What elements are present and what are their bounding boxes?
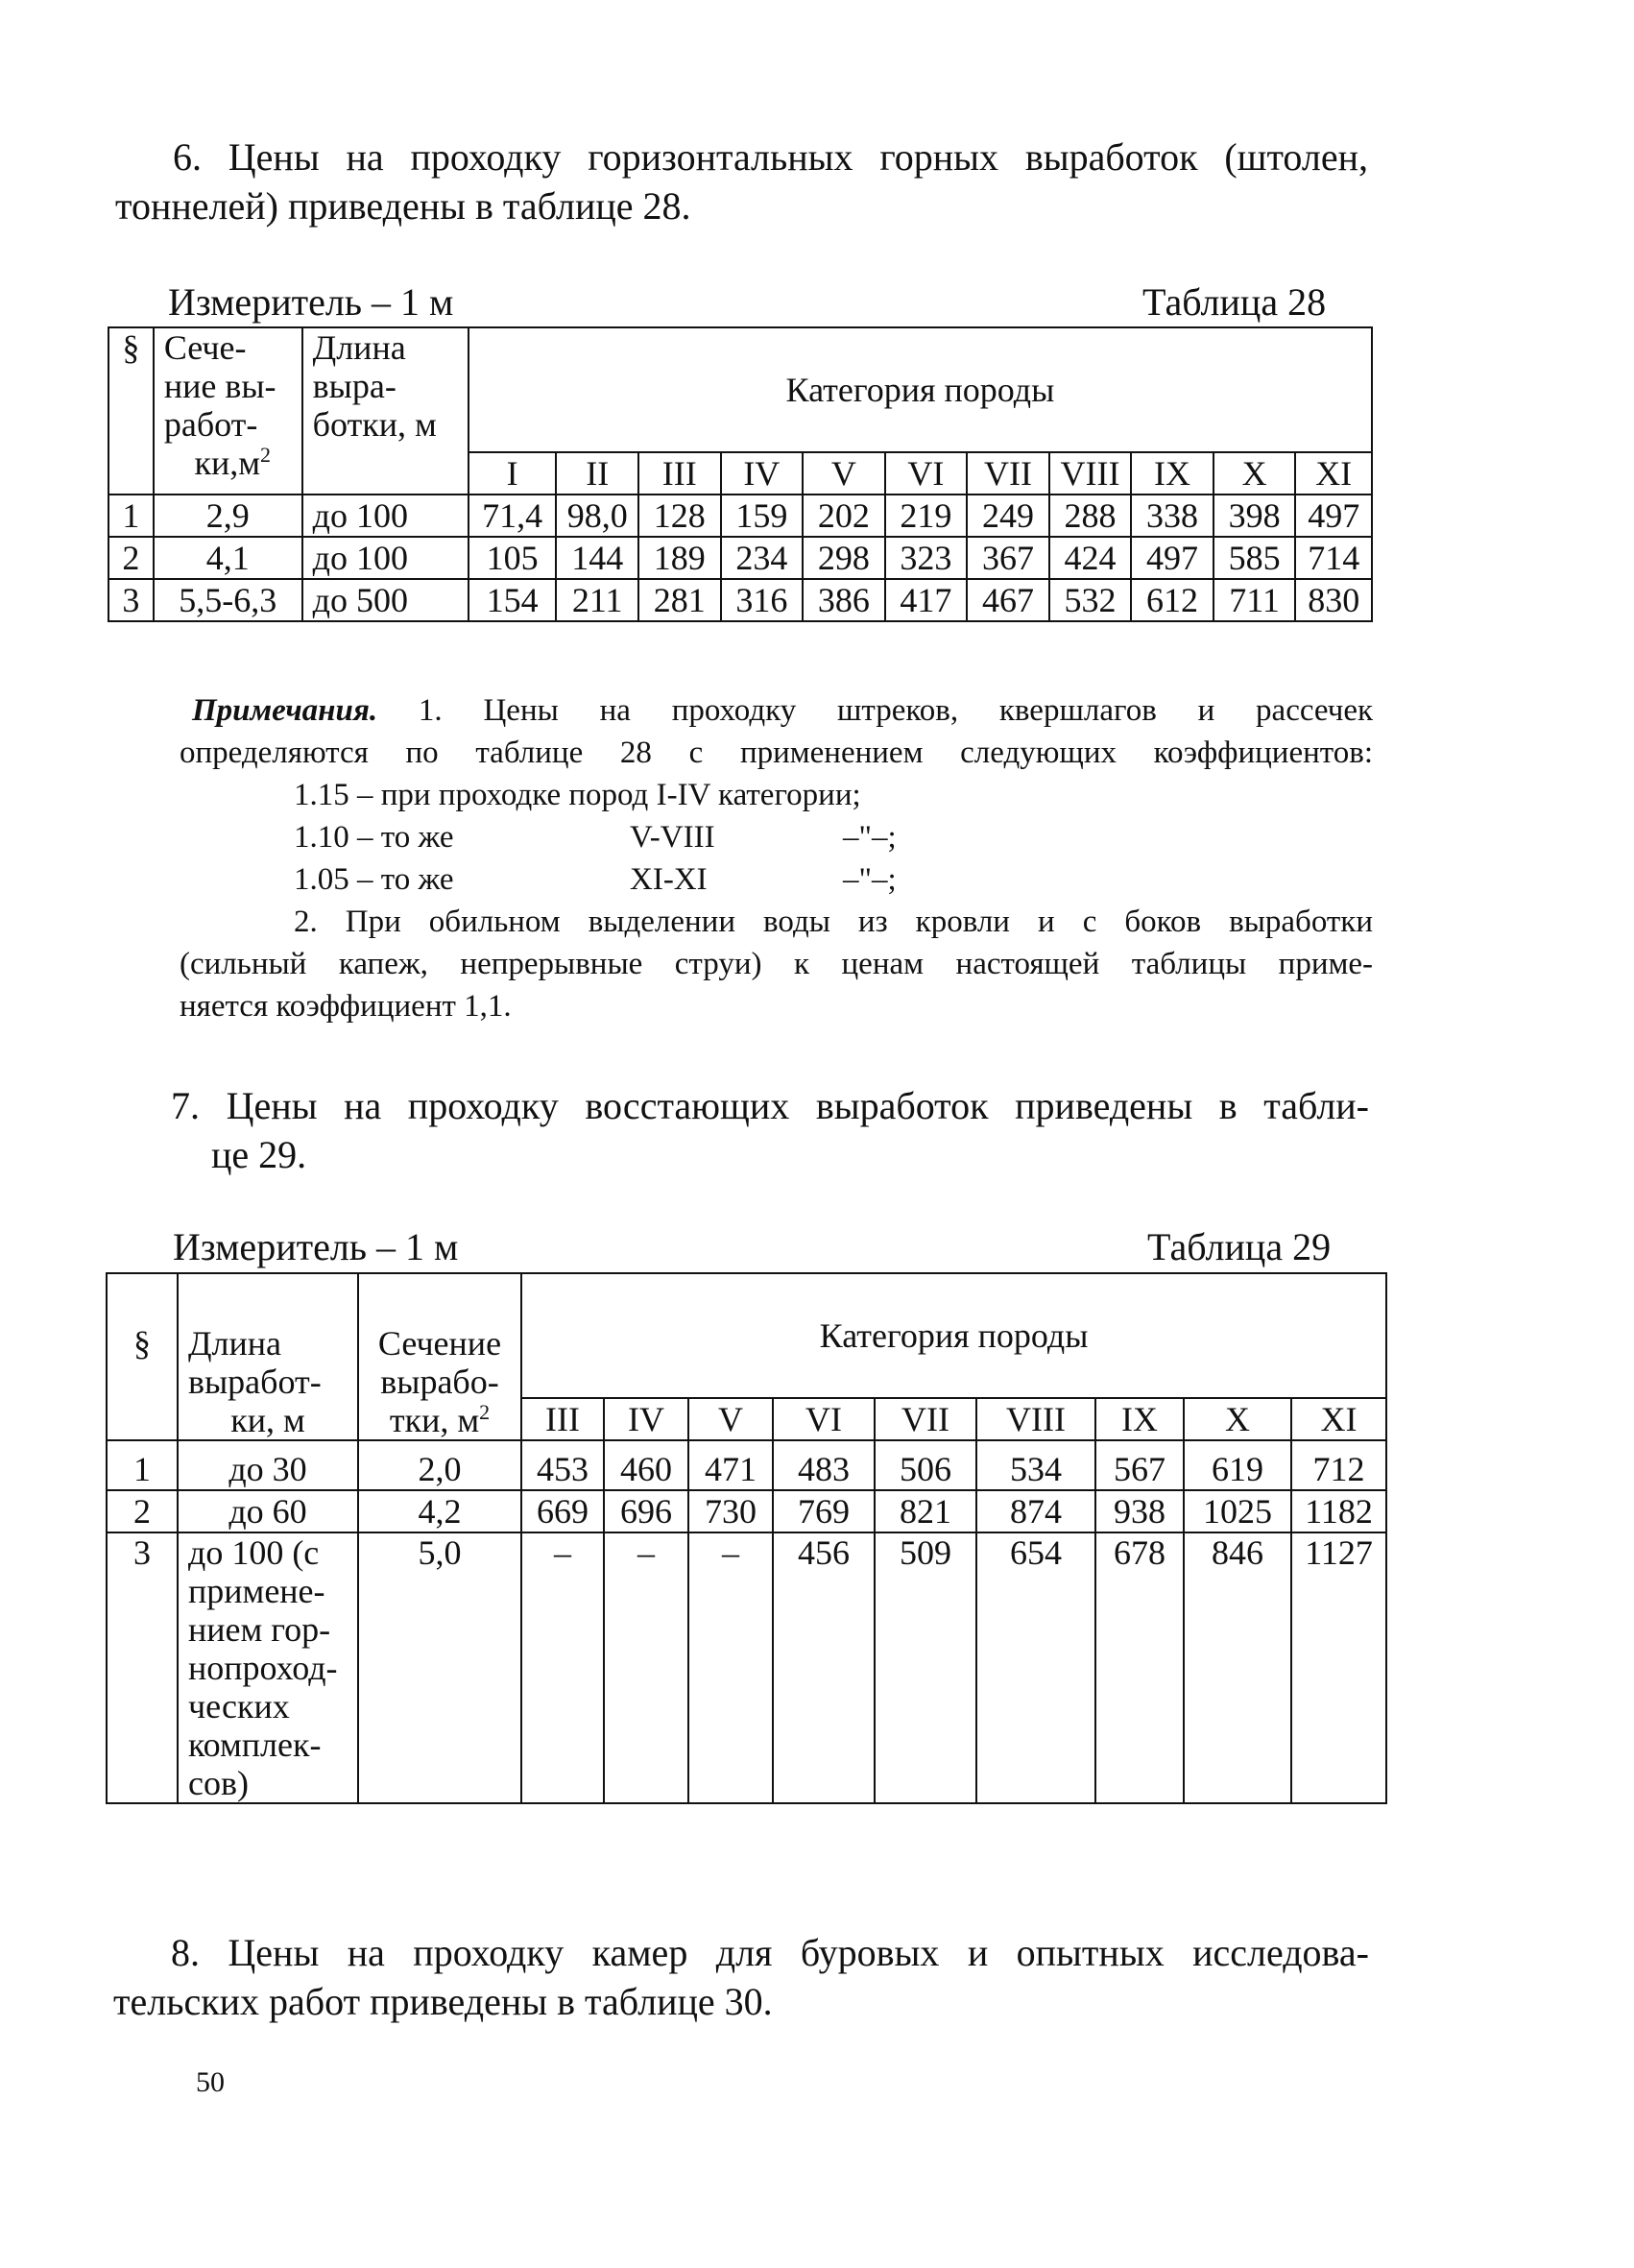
paragraph-7-line-1: 7. Цены на проходку восстающих выработок приведены в табли- bbox=[171, 1084, 1369, 1127]
table-29-header-length bbox=[178, 1273, 358, 1440]
table-29-row-length-line: ческих bbox=[188, 1687, 290, 1725]
table-28-price-cell: 202 bbox=[803, 495, 885, 537]
table-29-category-header: V bbox=[688, 1398, 773, 1440]
table-28-price-cell: 316 bbox=[721, 579, 804, 621]
table-28-row-length: до 500 bbox=[302, 579, 469, 621]
table-28-row-number: 1 bbox=[108, 495, 154, 537]
table-28 bbox=[108, 326, 1373, 622]
table-29-price-cell: 654 bbox=[976, 1532, 1095, 1803]
table-28-price-cell: 159 bbox=[721, 495, 804, 537]
table-29-price-cell: 509 bbox=[875, 1532, 976, 1803]
table-28-category-header: VI bbox=[885, 452, 968, 495]
table-28-row-number: 3 bbox=[108, 579, 154, 621]
table-29-price-cell: 821 bbox=[875, 1490, 976, 1532]
table-row bbox=[107, 1490, 1386, 1532]
table-28-row-length: до 100 bbox=[302, 537, 469, 579]
notes-coef-2 bbox=[192, 816, 1373, 858]
table-29-spacer-cell bbox=[107, 1440, 178, 1449]
table-row bbox=[108, 537, 1372, 579]
table-28-price-cell: 830 bbox=[1295, 579, 1372, 621]
table-29-row-section: 5,0 bbox=[358, 1532, 521, 1803]
table-28-price-cell: 532 bbox=[1049, 579, 1132, 621]
table-29-price-cell: 938 bbox=[1095, 1490, 1184, 1532]
notes-line-2: определяются по таблице 28 с применением следующих коэффициентов: bbox=[180, 736, 1373, 770]
table-row bbox=[108, 579, 1372, 621]
table-29-price-cell: – bbox=[604, 1532, 688, 1803]
table-29-price-cell: 460 bbox=[604, 1449, 688, 1490]
table-29-price-cell: 1182 bbox=[1291, 1490, 1386, 1532]
table-29-price-cell: 471 bbox=[688, 1449, 773, 1490]
table-29-price-cell: 730 bbox=[688, 1490, 773, 1532]
table-29-category-header: IX bbox=[1095, 1398, 1184, 1440]
paragraph-8 bbox=[113, 1928, 1369, 2026]
paragraph-6-line-1: 6. Цены на проходку горизонтальных горных выработок (штолен, bbox=[173, 135, 1368, 179]
table-29-row-length-line: сов) bbox=[188, 1764, 249, 1802]
table-29-spacer-cell bbox=[604, 1440, 688, 1449]
table-29-price-cell: 669 bbox=[521, 1490, 604, 1532]
table-29-row-number: 1 bbox=[107, 1449, 178, 1490]
table-29-header-section-l3: тки, $м^2$ bbox=[389, 1400, 491, 1439]
notes-coef-2-c: –"–; bbox=[843, 820, 897, 855]
table-28-price-cell: 105 bbox=[469, 537, 557, 579]
table-29-price-cell: 678 bbox=[1095, 1532, 1184, 1803]
table-28-category-header: IX bbox=[1131, 452, 1213, 495]
table-29-label: Таблица 29 bbox=[1147, 1225, 1332, 1268]
notes-line-n2c: няется коэффициент 1,1. bbox=[180, 989, 512, 1024]
table-28-category-header: X bbox=[1213, 452, 1296, 495]
table-29-spacer-cell bbox=[358, 1440, 521, 1449]
table-29-row-length-line: нопроход- bbox=[188, 1649, 338, 1687]
table-28-category-header: XI bbox=[1295, 452, 1372, 495]
table-29-row-length bbox=[178, 1490, 358, 1532]
notes-coef-1: 1.15 – при проходке пород I-IV категории; bbox=[294, 778, 861, 812]
table-28-category-header: II bbox=[556, 452, 638, 495]
table-29-price-cell: – bbox=[521, 1532, 604, 1803]
table-29-header-section-l2: вырабо- bbox=[380, 1363, 499, 1401]
table-28-price-cell: 189 bbox=[638, 537, 721, 579]
table-29-header-section bbox=[358, 1273, 521, 1440]
table-28-row-section: 5,5-6,3 bbox=[154, 579, 302, 621]
table-28-category-header: III bbox=[638, 452, 721, 495]
table-29-row-length-line: нием гор- bbox=[188, 1610, 331, 1649]
table-28-price-cell: 249 bbox=[967, 495, 1049, 537]
table-29-category-header: X bbox=[1184, 1398, 1291, 1440]
table-29-price-cell: 1025 bbox=[1184, 1490, 1291, 1532]
table-28-price-cell: 424 bbox=[1049, 537, 1132, 579]
notes-line-n2b: (сильный капеж, непрерывные струи) к ценам настоящей таблицы приме- bbox=[180, 947, 1373, 981]
table-29-spacer-cell bbox=[875, 1440, 976, 1449]
table-28-measure: Измеритель – 1 м bbox=[168, 280, 454, 324]
table-29-price-cell: 696 bbox=[604, 1490, 688, 1532]
table-28-price-cell: 367 bbox=[967, 537, 1049, 579]
table-29-header-number: § bbox=[107, 1273, 178, 1440]
table-row bbox=[108, 495, 1372, 537]
table-29-row-number: 2 bbox=[107, 1490, 178, 1532]
table-29-row-length-line: до 100 (с bbox=[188, 1533, 320, 1572]
table-29-price-cell: 846 bbox=[1184, 1532, 1291, 1803]
table-28-price-cell: 128 bbox=[638, 495, 721, 537]
table-29-price-cell: 453 bbox=[521, 1449, 604, 1490]
table-29-price-cell: 874 bbox=[976, 1490, 1095, 1532]
notes-line-1 bbox=[192, 689, 1373, 732]
table-28-header-number: § bbox=[108, 327, 154, 495]
table-29-price-cell: 1127 bbox=[1291, 1532, 1386, 1803]
table-29-price-cell: 456 bbox=[773, 1532, 875, 1803]
table-28-price-cell: 154 bbox=[469, 579, 557, 621]
table-29-price-cell: 769 bbox=[773, 1490, 875, 1532]
paragraph-8-line-1: 8. Цены на проходку камер для буровых и опытных исследова- bbox=[171, 1931, 1369, 1974]
notes-body bbox=[180, 732, 1373, 1027]
table-28-header-section bbox=[154, 327, 302, 495]
table-28-price-cell: 386 bbox=[803, 579, 885, 621]
table-28-price-cell: 417 bbox=[885, 579, 968, 621]
table-29-row-length-line: до 60 bbox=[228, 1492, 307, 1531]
table-28-price-cell: 288 bbox=[1049, 495, 1132, 537]
table-28-category-header: VII bbox=[967, 452, 1049, 495]
table-29-spacer-row bbox=[107, 1440, 1386, 1449]
table-28-header-section-l4: $ки,м^2$ bbox=[194, 443, 272, 482]
table-29-category-header: XI bbox=[1291, 1398, 1386, 1440]
table-28-price-cell: 711 bbox=[1213, 579, 1296, 621]
table-29-price-cell: 712 bbox=[1291, 1449, 1386, 1490]
table-28-row-section: 2,9 bbox=[154, 495, 302, 537]
table-29-row-length bbox=[178, 1532, 358, 1803]
table-28-category-header: I bbox=[469, 452, 557, 495]
notes-line-n2a: 2. При обильном выделении воды из кровли и с боков выработки bbox=[294, 905, 1373, 939]
table-28-row-number: 2 bbox=[108, 537, 154, 579]
table-28-price-cell: 612 bbox=[1131, 579, 1213, 621]
page-number: 50 bbox=[196, 2066, 225, 2098]
table-29-row-length-line: примене- bbox=[188, 1572, 325, 1610]
table-29-category-header: III bbox=[521, 1398, 604, 1440]
table-29-spacer-cell bbox=[773, 1440, 875, 1449]
table-28-price-cell: 338 bbox=[1131, 495, 1213, 537]
table-28-price-cell: 497 bbox=[1131, 537, 1213, 579]
paragraph-7-line-2: це 29. bbox=[211, 1133, 307, 1176]
table-28-label: Таблица 28 bbox=[1142, 280, 1327, 324]
table-29-row-number: 3 bbox=[107, 1532, 178, 1803]
table-28-price-cell: 714 bbox=[1295, 537, 1372, 579]
table-28-price-cell: 585 bbox=[1213, 537, 1296, 579]
table-28-header-category: Категория породы bbox=[469, 327, 1372, 452]
paragraph-6 bbox=[115, 133, 1368, 230]
table-29-price-cell: 506 bbox=[875, 1449, 976, 1490]
table-29-spacer-cell bbox=[521, 1440, 604, 1449]
table-29-spacer-cell bbox=[1095, 1440, 1184, 1449]
table-29-price-cell: 619 bbox=[1184, 1449, 1291, 1490]
table-28-header-section-l3: работ- bbox=[163, 405, 258, 444]
table-29-spacer-cell bbox=[1184, 1440, 1291, 1449]
table-28-price-cell: 211 bbox=[556, 579, 638, 621]
table-28-price-cell: 219 bbox=[885, 495, 968, 537]
table-28-price-cell: 98,0 bbox=[556, 495, 638, 537]
table-28-price-cell: 144 bbox=[556, 537, 638, 579]
notes-coef-2-b: V-VIII bbox=[630, 820, 715, 855]
table-29-category-header: VIII bbox=[976, 1398, 1095, 1440]
notes-coef-3-a: 1.05 – то же bbox=[294, 862, 454, 897]
table-28-price-cell: 281 bbox=[638, 579, 721, 621]
table-29-spacer-cell bbox=[1291, 1440, 1386, 1449]
table-29-spacer-cell bbox=[976, 1440, 1095, 1449]
notes-coef-2-a: 1.10 – то же bbox=[294, 820, 454, 855]
paragraph-8-line-2: тельских работ приведены в таблице 30. bbox=[113, 1980, 773, 2023]
table-28-header-section-l2: ние вы- bbox=[163, 367, 276, 405]
table-29-category-header: VI bbox=[773, 1398, 875, 1440]
paragraph-7 bbox=[171, 1081, 1369, 1179]
table-29-price-cell: – bbox=[688, 1532, 773, 1803]
table-28-header-length-l2: выра- bbox=[312, 367, 396, 405]
notes-text-1a: 1. Цены на проходку штреков, квершлагов и рассечек bbox=[377, 693, 1373, 728]
table-29-row-section: 4,2 bbox=[358, 1490, 521, 1532]
table-29-row-section: 2,0 bbox=[358, 1449, 521, 1490]
notes-coef-3-b: XI-XI bbox=[630, 862, 708, 897]
notes bbox=[192, 689, 1373, 732]
table-row bbox=[107, 1449, 1386, 1490]
table-28-header-length-l1: Длина bbox=[312, 328, 406, 367]
table-28-category-header: V bbox=[803, 452, 885, 495]
table-28-header-length-l3: ботки, м bbox=[312, 405, 437, 444]
table-29-measure: Измеритель – 1 м bbox=[173, 1225, 459, 1268]
table-29-header-section-l1: Сечение bbox=[377, 1324, 502, 1363]
table-28-row-length: до 100 bbox=[302, 495, 469, 537]
table-28-category-header: VIII bbox=[1049, 452, 1132, 495]
table-28-header-length bbox=[302, 327, 469, 495]
table-29-price-cell: 567 bbox=[1095, 1449, 1184, 1490]
table-28-category-header: IV bbox=[721, 452, 804, 495]
table-28-row-section: 4,1 bbox=[154, 537, 302, 579]
notes-coef-3-c: –"–; bbox=[843, 862, 897, 897]
notes-title: Примечания. bbox=[192, 693, 378, 728]
table-28-price-cell: 398 bbox=[1213, 495, 1296, 537]
table-row bbox=[107, 1532, 1386, 1803]
table-29-header-length-l2: выработ- bbox=[188, 1363, 322, 1401]
table-29-price-cell: 534 bbox=[976, 1449, 1095, 1490]
paragraph-6-line-2: тоннелей) приведены в таблице 28. bbox=[115, 184, 691, 228]
table-29 bbox=[106, 1272, 1387, 1804]
table-28-price-cell: 467 bbox=[967, 579, 1049, 621]
table-28-header-section-l1: Сече- bbox=[163, 328, 247, 367]
notes-coef-3 bbox=[192, 858, 1373, 901]
table-28-price-cell: 71,4 bbox=[469, 495, 557, 537]
table-29-price-cell: 483 bbox=[773, 1449, 875, 1490]
table-29-row-length-line: комплек- bbox=[188, 1725, 322, 1764]
table-28-price-cell: 497 bbox=[1295, 495, 1372, 537]
table-29-header-category: Категория породы bbox=[521, 1273, 1386, 1398]
table-29-header-length-l3: ки, м bbox=[230, 1401, 305, 1439]
table-28-price-cell: 234 bbox=[721, 537, 804, 579]
table-28-price-cell: 323 bbox=[885, 537, 968, 579]
table-29-row-length bbox=[178, 1449, 358, 1490]
table-29-row-length-line: до 30 bbox=[228, 1450, 307, 1488]
table-29-spacer-cell bbox=[688, 1440, 773, 1449]
table-29-category-header: IV bbox=[604, 1398, 688, 1440]
table-29-category-header: VII bbox=[875, 1398, 976, 1440]
table-29-spacer-cell bbox=[178, 1440, 358, 1449]
table-28-price-cell: 298 bbox=[803, 537, 885, 579]
table-29-header-length-l1: Длина bbox=[188, 1324, 282, 1363]
